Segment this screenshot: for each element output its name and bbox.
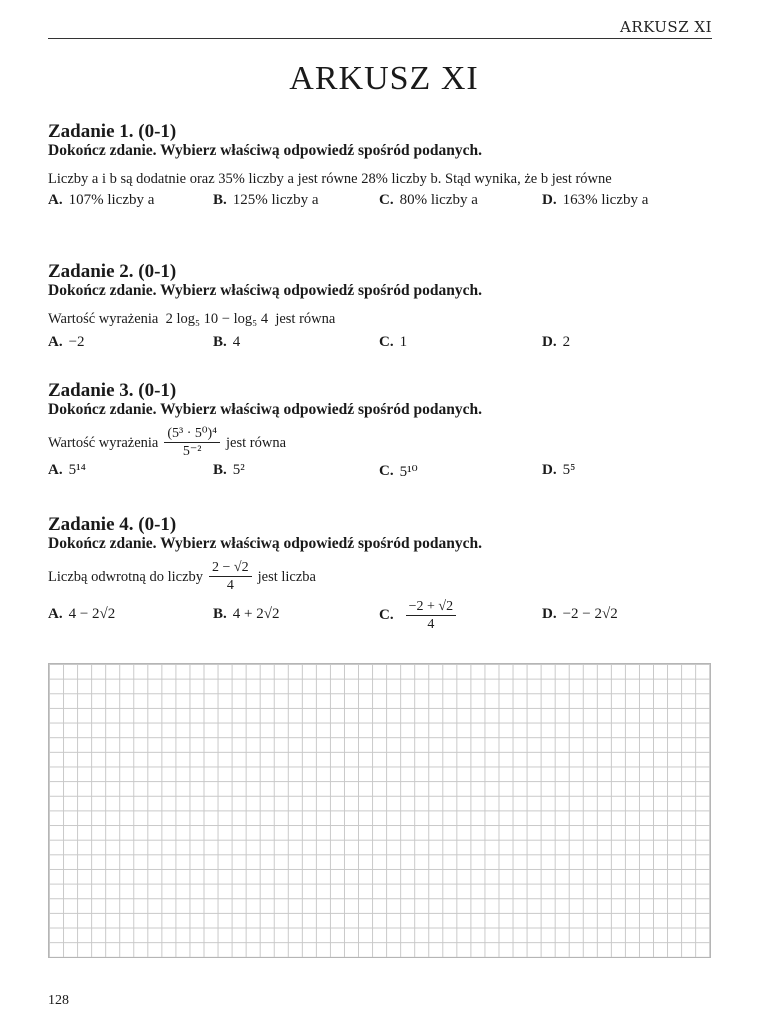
- task-title: Zadanie 2. (0-1): [48, 261, 177, 282]
- task-text: Liczby a i b są dodatnie oraz 35% liczby a jest równe 28% liczby b. Stąd wynika, że b jest równe: [48, 171, 612, 187]
- task-title: Zadanie 4. (0-1): [48, 514, 177, 535]
- fraction-numerator: −2 + √2: [406, 598, 456, 616]
- fraction-denominator: 5⁻²: [182, 444, 202, 459]
- fraction-denominator: 4: [427, 617, 435, 632]
- fraction-numerator: (5³ · 5⁰)⁴: [164, 425, 220, 443]
- answer-options: [48, 192, 714, 218]
- task-4: [48, 515, 714, 638]
- task-2: [48, 262, 714, 360]
- task-1: [48, 122, 714, 218]
- answer-options: [48, 462, 714, 488]
- scratch-grid[interactable]: [48, 663, 711, 958]
- answer-c[interactable]: C. $\frac{-2 + √2}{4}$: [379, 598, 462, 633]
- header-rule: [48, 38, 712, 39]
- answer-options: [48, 334, 714, 360]
- answer-a[interactable]: A. 4 − 2√2: [48, 606, 116, 622]
- answer-options: [48, 598, 714, 638]
- answer-c[interactable]: C. 80% liczby a: [379, 192, 478, 208]
- fraction-expression: [209, 559, 252, 594]
- answer-c[interactable]: C. 1: [379, 334, 408, 350]
- answer-d[interactable]: D. 5⁵: [542, 462, 576, 478]
- task-instruction: Dokończ zdanie. Wybierz właściwą odpowiedź spośród podanych.: [48, 535, 483, 552]
- task-text: Wartość wyrażenia $\frac{\text{(5³ · 5⁰)⁴}}{\text{5⁻²}}$ jest równa: [48, 426, 287, 459]
- task-text: Liczbą odwrotną do liczby $\frac{2 - √2}{4}$ jest liczba: [48, 560, 316, 593]
- task-3: [48, 381, 714, 488]
- answer-b[interactable]: B. 4: [213, 334, 241, 350]
- running-header-title: ARKUSZ XI: [619, 18, 712, 36]
- fraction-denominator: 4: [226, 578, 234, 593]
- fraction-expression: [164, 425, 220, 460]
- task-instruction: Dokończ zdanie. Wybierz właściwą odpowiedź spośród podanych.: [48, 401, 483, 418]
- fraction-numerator: 2 − √2: [209, 559, 252, 577]
- answer-a[interactable]: A. 107% liczby a: [48, 192, 155, 208]
- answer-c[interactable]: C. 5¹⁰: [379, 463, 418, 480]
- answer-b[interactable]: B. 5²: [213, 462, 245, 478]
- task-title: Zadanie 3. (0-1): [48, 380, 177, 401]
- answer-d[interactable]: D. −2 − 2√2: [542, 606, 618, 622]
- answer-a[interactable]: A. 5¹⁴: [48, 462, 86, 478]
- task-text: Wartość wyrażenia 2 log₅ 10 − log₅ 4 jest równa: [48, 311, 336, 327]
- task-instruction: Dokończ zdanie. Wybierz właściwą odpowiedź spośród podanych.: [48, 142, 483, 159]
- task-instruction: Dokończ zdanie. Wybierz właściwą odpowiedź spośród podanych.: [48, 282, 483, 299]
- answer-b[interactable]: B. 125% liczby a: [213, 192, 319, 208]
- answer-a[interactable]: A. −2: [48, 334, 85, 350]
- answer-d[interactable]: D. 163% liczby a: [542, 192, 649, 208]
- page-number: 128: [48, 993, 69, 1008]
- fraction-expression: [406, 598, 456, 633]
- math-expression: 2 log₅ 10 − log₅ 4: [165, 311, 269, 327]
- answer-b[interactable]: B. 4 + 2√2: [213, 606, 280, 622]
- task-title: Zadanie 1. (0-1): [48, 121, 177, 142]
- sheet-title: ARKUSZ XI: [289, 60, 479, 97]
- answer-d[interactable]: D. 2: [542, 334, 571, 350]
